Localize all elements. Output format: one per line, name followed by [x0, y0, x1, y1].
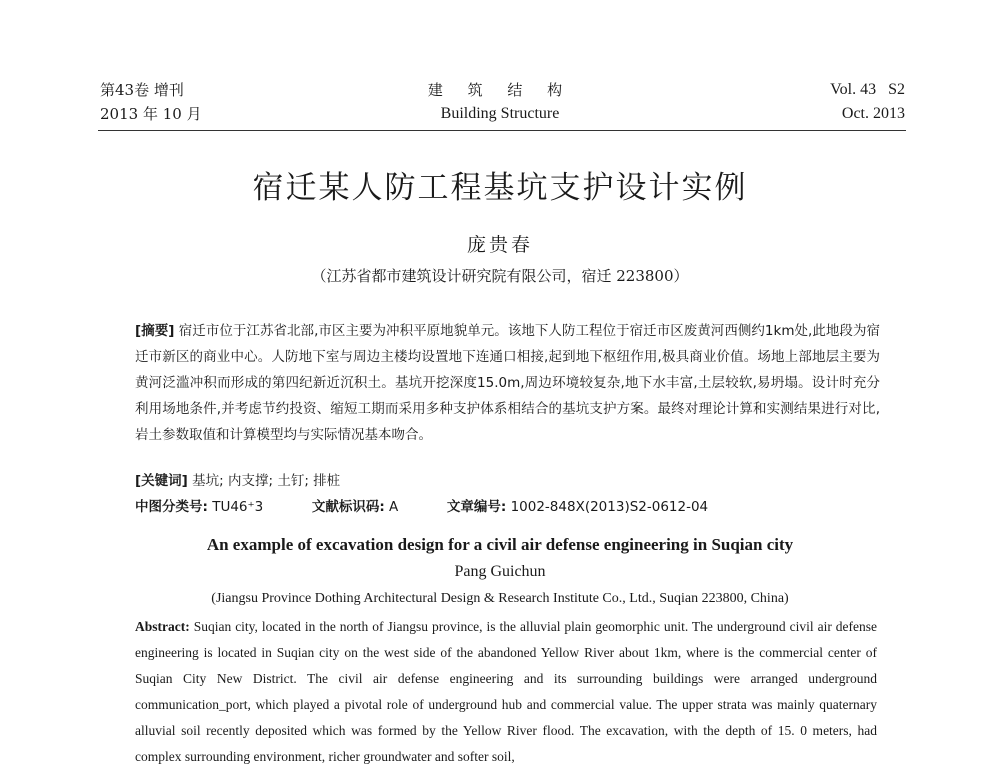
article-number-label: 文章编号:	[446, 499, 507, 515]
clc-label: 中图分类号:	[135, 499, 208, 515]
article-number-value: 1002-848X(2013)S2-0612-04	[510, 499, 709, 515]
abstract-cn-label: [摘要]	[135, 323, 175, 339]
running-header-right	[830, 78, 905, 126]
abstract-en-label: Abstract:	[135, 619, 190, 634]
journal-name-cn: 建 筑 结 构	[427, 81, 573, 99]
affiliation-en: (Jiangsu Province Dothing Architectural Design & Research Institute Co., Ltd., Suqian 223800, China)	[211, 591, 789, 606]
author-cn: 庞贵春	[466, 234, 533, 256]
clc-value: TU46⁺3	[212, 499, 264, 515]
keywords-cn	[135, 470, 340, 492]
author-en: Pang Guichun	[454, 563, 546, 580]
abstract-en	[135, 614, 877, 770]
keywords-cn-label: [关键词]	[135, 473, 188, 489]
classification-line	[135, 496, 708, 518]
keywords-cn-text: 基坑; 内支撑; 土钉; 排桩	[192, 473, 341, 489]
abstract-en-text: Suqian city, located in the north of Jiangsu province, is the alluvial plain geomorphic unit. The underground civil air defense engineering is located in Suqian city on the west side of the abandoned Yellow River about 1km, where is the commercial center of Suqian City New District. The civil air defense engineering and its surrounding buildings were arranged underground communication_port, which played a pivotal role of underground hub and commercial value. The upper strata was mainly quaternary alluvial soil recently deposited which was formed by the Yellow River flood. The excavation, with the depth of 15. 0 meters, had complex surrounding environment, richer groundwater and softer soil,	[135, 619, 878, 764]
header-rule	[98, 130, 906, 131]
date-cn: 2013 年 10 月	[100, 105, 202, 123]
abstract-cn	[135, 318, 880, 448]
paper-title-en: An example of excavation design for a civil air defense engineering in Suqian city	[206, 535, 794, 554]
volume-en: Vol. 43 S2	[830, 81, 905, 98]
paper-title-cn: 宿迁某人防工程基坑支护设计实例	[252, 170, 748, 206]
affiliation-cn: （江苏省都市建筑设计研究院有限公司，宿迁 223800）	[311, 267, 689, 285]
journal-name-en: Building Structure	[440, 105, 560, 122]
doc-code-label: 文献标识码:	[311, 499, 385, 515]
abstract-cn-text: 宿迁市位于江苏省北部,市区主要为冲积平原地貌单元。该地下人防工程位于宿迁市区废黄河西侧约1km处,此地段为宿迁市新区的商业中心。人防地下室与周边主楼均设置地下连通口相接,起到地下枢纽作用,极具商业价值。场地上部地层主要为黄河泛滥冲积而形成的第四纪新近沉积土。基坑开挖深度15.0m,周边环境较复杂,地下水丰富,土层较软,易坍塌。设计时充分利用场地条件,并考虑节约投资、缩短工期而采用多种支护体系相结合的基坑支护方案。最终对理论计算和实测结果进行对比,岩土参数取值和计算模型均与实际情况基本吻合。	[135, 323, 880, 443]
doc-code-value: A	[389, 499, 399, 515]
volume-cn: 第43卷 增刊	[100, 81, 184, 99]
date-en: Oct. 2013	[841, 105, 905, 122]
